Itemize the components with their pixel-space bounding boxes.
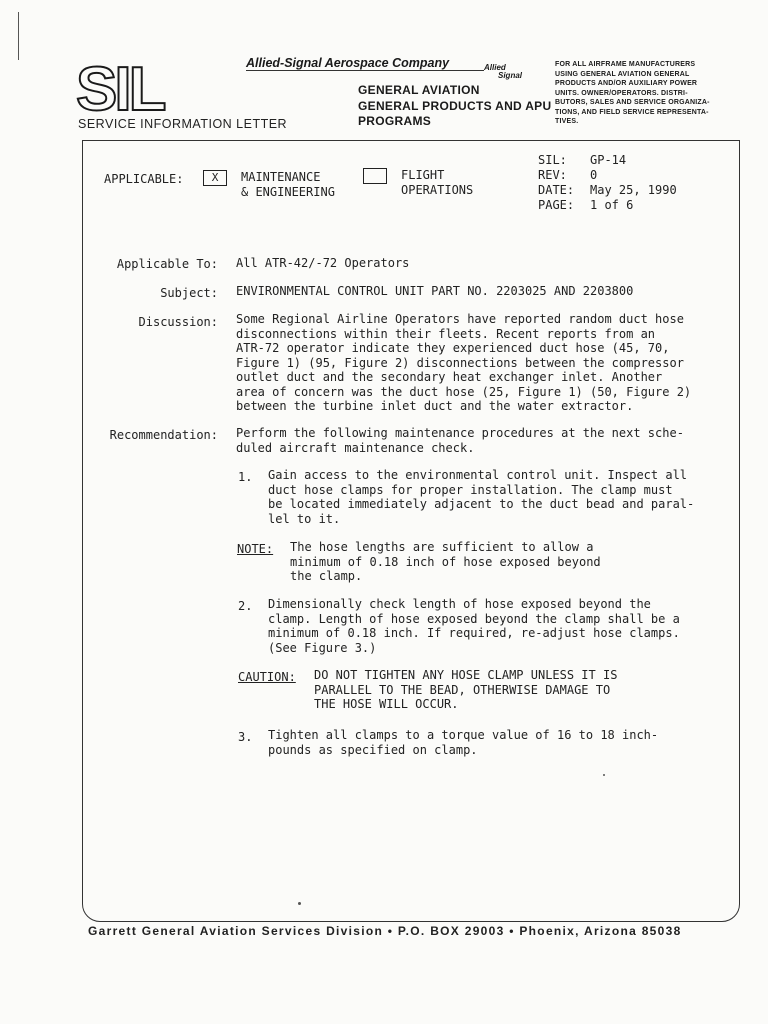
distribution-notice: FOR ALL AIRFRAME MANUFACTURERS USING GENERAL AVIATION GENERAL PRODUCTS AND/OR AUXILIARY POWER UNITS. OWNER/OPERATORS. DISTRI- BUTORS, SALES AND SERVICE ORGANIZA- TIONS, AND FIELD SERVICE REPRESENTA- TIVES. bbox=[555, 61, 710, 125]
maintenance-label: MAINTENANCE & ENGINEERING bbox=[241, 170, 335, 199]
discussion-label: Discussion: bbox=[138, 315, 218, 329]
recommendation-label: Recommendation: bbox=[109, 428, 218, 442]
footer-address: Garrett General Aviation Services Division • P.O. BOX 29003 • Phoenix, Arizona 85038 bbox=[88, 924, 682, 938]
step-1-number: 1. bbox=[238, 470, 253, 484]
caution-label: CAUTION: bbox=[238, 670, 296, 684]
scan-dot bbox=[298, 902, 301, 905]
scan-mark bbox=[18, 12, 19, 60]
company-name: Allied-Signal Aerospace Company bbox=[246, 56, 450, 70]
note-text: The hose lengths are sufficient to allow a minimum of 0.18 inch of hose exposed beyond the clamp. bbox=[290, 540, 601, 583]
step-1-text: Gain access to the environmental control unit. Inspect all duct hose clamps for proper installation. The clamp must be located immediately adjacent to the duct bead and paral- lel to it. bbox=[268, 468, 695, 526]
caution-text: DO NOT TIGHTEN ANY HOSE CLAMP UNLESS IT IS PARALLEL TO THE BEAD, OTHERWISE DAMAGE TO THE HOSE WILL OCCUR. bbox=[314, 668, 618, 711]
recommendation-text: Perform the following maintenance procedures at the next sche- duled aircraft maintenance check. bbox=[236, 426, 684, 455]
step-3-number: 3. bbox=[238, 730, 253, 744]
step-2-number: 2. bbox=[238, 599, 253, 613]
applicable-to-value: All ATR-42/-72 Operators bbox=[236, 256, 410, 270]
company-rule bbox=[246, 70, 484, 71]
discussion-text: Some Regional Airline Operators have reported random duct hose disconnections within their fleets. Recent reports from an ATR-72 operator indicate they experienced duct hose (45, 70, Figure 1) (95, Figure 2) disconnections between the compressor outlet duct and the secondary heat exchanger inlet. Another area of concern was the duct hose (25, Figure 1) (50, Figure 2) between the turbine inlet duct and the water extractor. bbox=[236, 312, 692, 413]
flight-label: FLIGHT OPERATIONS bbox=[401, 168, 474, 197]
sil-logo: SIL bbox=[76, 55, 164, 124]
maintenance-checkbox: X bbox=[203, 170, 227, 186]
subject-value: ENVIRONMENTAL CONTROL UNIT PART NO. 2203025 AND 2203800 bbox=[236, 284, 634, 298]
program-title: GENERAL AVIATION GENERAL PRODUCTS AND APU PROGRAMS bbox=[358, 83, 552, 128]
applicable-label: APPLICABLE: bbox=[104, 172, 184, 186]
note-label: NOTE: bbox=[237, 542, 274, 556]
logo-subtitle: SERVICE INFORMATION LETTER bbox=[78, 117, 288, 131]
step-3-text: Tighten all clamps to a torque value of 16 to 18 inch- pounds as specified on clamp. bbox=[268, 728, 659, 757]
subject-label: Subject: bbox=[160, 286, 218, 300]
step-2-text: Dimensionally check length of hose exposed beyond the clamp. Length of hose exposed beyond the clamp shall be a minimum of 0.18 inch. If required, re-adjust hose clamps. (See Figure 3.) bbox=[268, 597, 680, 655]
sil-meta: SIL: GP-14 REV: 0 DATE: May 25, 1990 PAGE: 1 of 6 bbox=[538, 153, 677, 212]
flight-checkbox bbox=[363, 168, 387, 184]
scan-dot bbox=[603, 774, 605, 776]
allied-signal-logo: Allied Signal bbox=[484, 63, 523, 80]
applicable-to-label: Applicable To: bbox=[116, 257, 218, 271]
